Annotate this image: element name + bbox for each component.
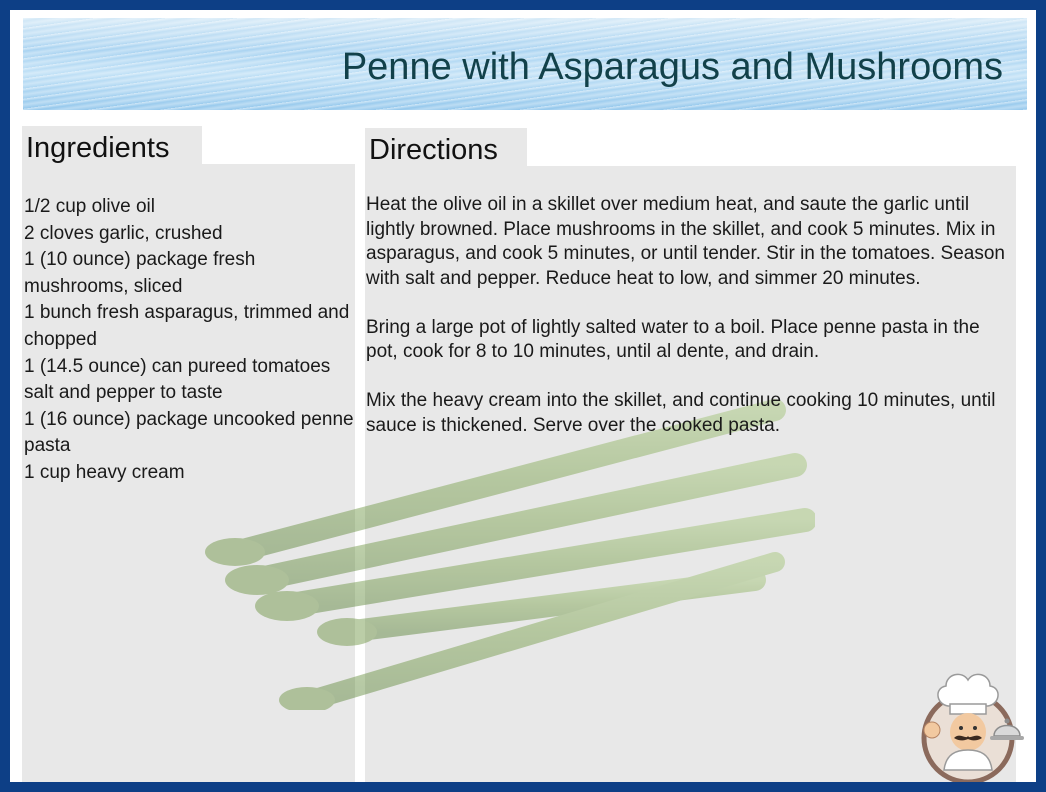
direction-step: Bring a large pot of lightly salted water to a boil. Place penne pasta in the pot, cook for 8 to 10 minutes, until al dente, and drain. <box>366 316 980 362</box>
ingredient-item: 1/2 cup olive oil <box>24 196 155 217</box>
directions-heading: Directions <box>365 128 527 172</box>
title-banner <box>23 18 1027 110</box>
chef-logo-icon <box>908 660 1034 786</box>
page-title: Penne with Asparagus and Mushrooms <box>341 46 1003 88</box>
direction-step: Heat the olive oil in a skillet over medium heat, and saute the garlic until lightly browned. Place mushrooms in the skillet, and cook 5 minutes. Mix in asparagus, and cook 5 minutes, or until tender. Stir in the tomatoes. Season with salt and pepper. Reduce heat to low, and simmer 20 minutes. <box>366 194 1005 289</box>
ingredients-heading: Ingredients <box>22 126 202 170</box>
ingredient-item: 1 bunch fresh asparagus, trimmed and chopped <box>24 302 350 350</box>
ingredient-item: 1 cup heavy cream <box>24 461 185 483</box>
ingredient-item: 1 (16 ounce) package uncooked penne pasta <box>24 408 354 457</box>
ingredient-item: 2 cloves garlic, crushed <box>24 222 223 244</box>
direction-step: Mix the heavy cream into the skillet, and continue cooking 10 minutes, until sauce is thickened. Serve over the cooked pasta. <box>366 390 996 436</box>
ingredient-item: 1 (10 ounce) package fresh mushrooms, sliced <box>24 249 256 297</box>
ingredient-item: salt and pepper to taste <box>24 382 223 404</box>
ingredients-list <box>24 194 356 487</box>
directions-text <box>366 193 1011 463</box>
ingredient-item: 1 (14.5 ounce) can pureed tomatoes <box>24 355 331 377</box>
